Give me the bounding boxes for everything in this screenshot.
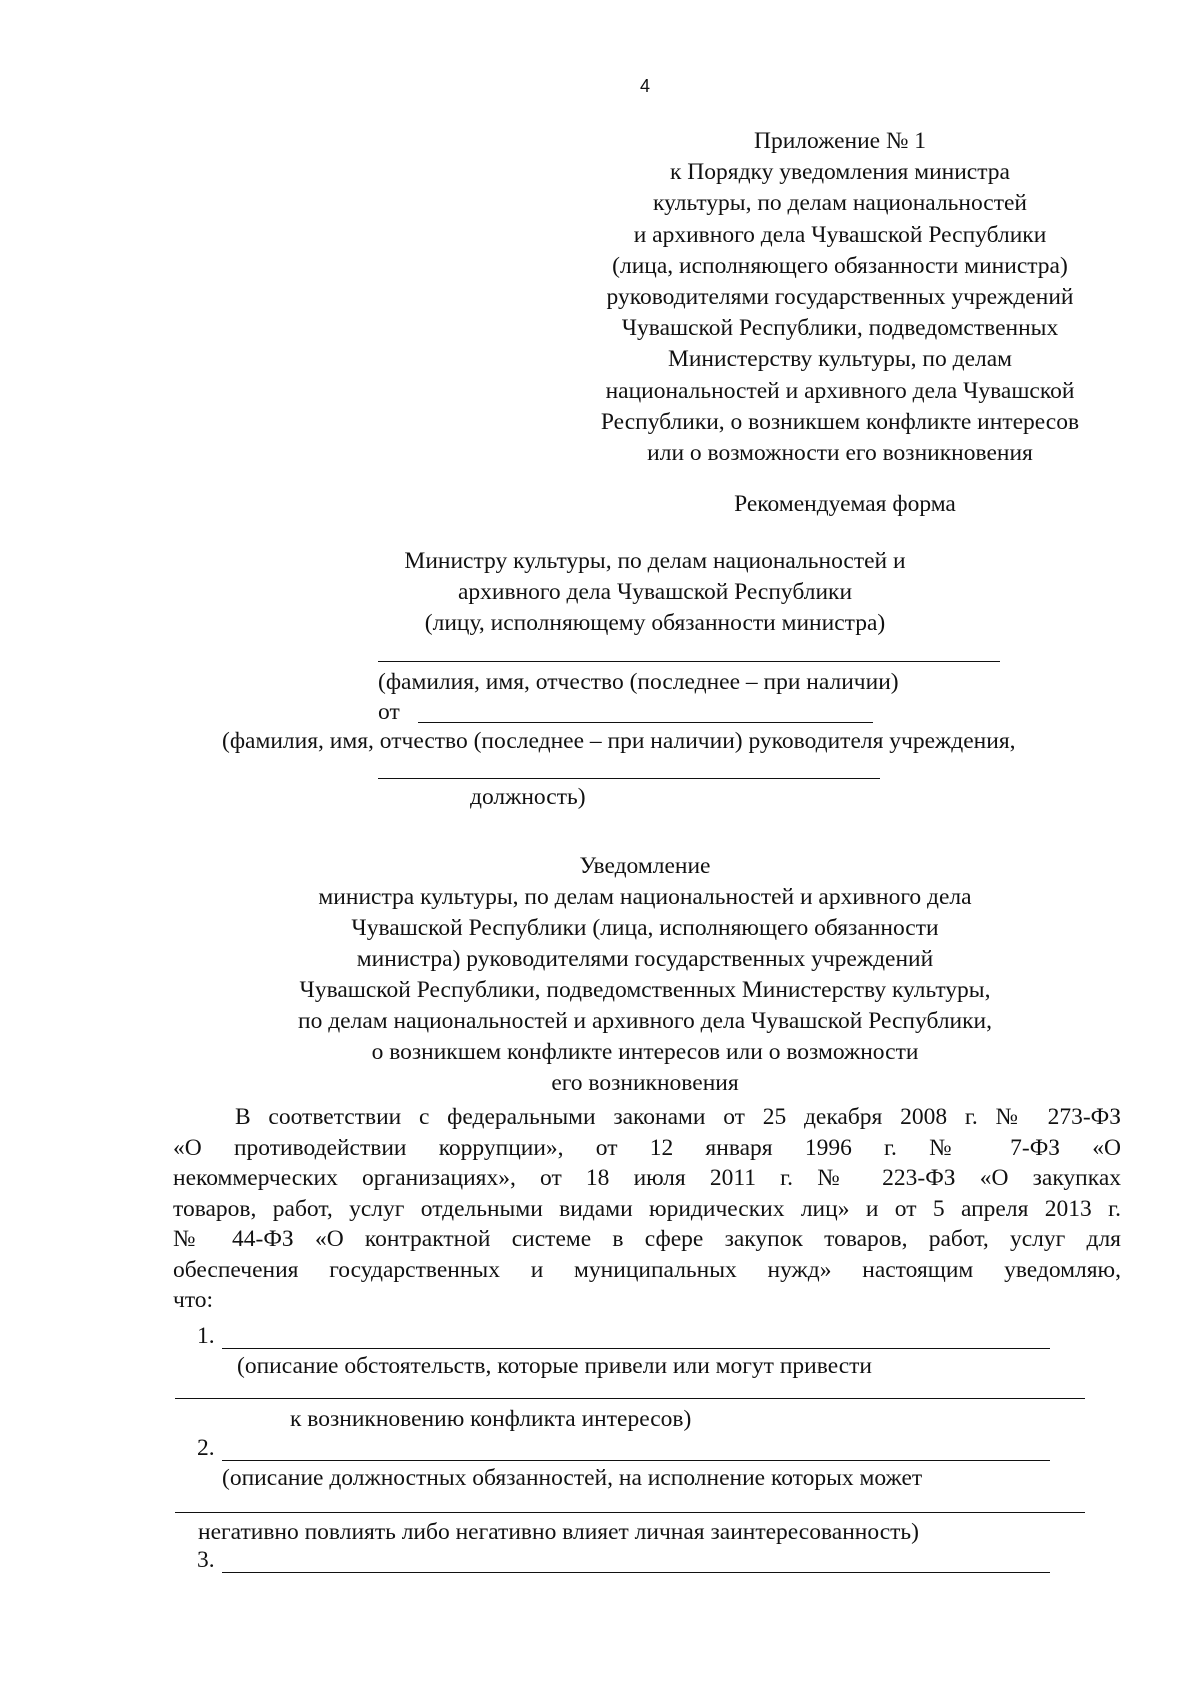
title-line: Чувашской Республики (лица, исполняющего обязанности: [351, 915, 939, 941]
body-line: В соответствии с федеральными законами от 25 декабря 2008 г. № 273-ФЗ: [235, 1104, 1121, 1130]
annex-line: или о возможности его возникновения: [647, 440, 1033, 467]
notification-title: [180, 851, 1110, 1099]
annex-line: Министерству культуры, по делам: [667, 346, 1013, 373]
body-paragraph: [173, 1102, 1121, 1316]
addressee-name-caption: (фамилия, имя, отчество (последнее – при наличии): [378, 669, 899, 695]
item-1-field[interactable]: [222, 1348, 1050, 1349]
sender-name-field[interactable]: [418, 722, 873, 723]
item-number: 1.: [197, 1323, 215, 1349]
sender-position-field[interactable]: [378, 778, 880, 779]
body-line: № 44-ФЗ «О контрактной системе в сфере закупок товаров, работ, услуг для: [173, 1226, 1121, 1252]
annex-line: Приложение № 1: [753, 128, 927, 154]
annex-line: руководителями государственных учреждений: [606, 284, 1074, 311]
title-line: Уведомление: [579, 853, 711, 879]
annex-header: [560, 126, 1120, 469]
annex-line: национальностей и архивного дела Чувашской: [605, 377, 1075, 404]
title-line: министра культуры, по делам национальностей и архивного дела: [318, 884, 972, 910]
sender-caption: (фамилия, имя, отчество (последнее – при наличии) руководителя учреждения,: [222, 728, 1016, 754]
addressee-line: архивного дела Чувашской Республики: [457, 579, 853, 605]
item-1-caption-2: к возникновению конфликта интересов): [290, 1406, 692, 1432]
recommended-form-label: Рекомендуемая форма: [734, 491, 956, 517]
addressee-line: Министру культуры, по делам национальностей и: [404, 548, 906, 574]
from-label: от: [378, 699, 400, 725]
item-1-field-line-2[interactable]: [175, 1398, 1085, 1399]
title-line: по делам национальностей и архивного дела Чувашской Республики,: [298, 1008, 992, 1034]
body-line: некоммерческих организациях», от 18 июля 2011 г. № 223-ФЗ «О закупках: [173, 1165, 1121, 1191]
item-1-caption-1: (описание обстоятельств, которые привели или могут привести: [237, 1353, 872, 1379]
title-line: Чувашской Республики, подведомственных Министерству культуры,: [299, 977, 991, 1003]
item-number: 2.: [197, 1435, 215, 1461]
addressee-block: [300, 546, 1010, 639]
item-3-field[interactable]: [222, 1572, 1050, 1573]
item-2-caption-2: негативно повлиять либо негативно влияет личная заинтересованность): [198, 1519, 919, 1545]
annex-line: к Порядку уведомления министра: [670, 159, 1010, 186]
item-2-caption-1: (описание должностных обязанностей, на исполнение которых может: [222, 1465, 923, 1491]
annex-line: (лица, исполняющего обязанности министра): [612, 252, 1068, 279]
body-line: товаров, работ, услуг отдельными видами юридических лиц» и от 5 апреля 2013 г.: [173, 1195, 1121, 1222]
annex-line: и архивного дела Чувашской Республики: [633, 221, 1047, 248]
annex-line: Республики, о возникшем конфликте интересов: [600, 408, 1080, 435]
item-2-field-line-2[interactable]: [175, 1512, 1085, 1513]
body-line: обеспечения государственных и муниципальных нужд» настоящим уведомляю,: [173, 1256, 1121, 1283]
addressee-line: (лицу, исполняющему обязанности министра): [424, 610, 886, 636]
page-number: 4: [639, 76, 650, 96]
title-line: его возникновения: [551, 1070, 739, 1096]
annex-line: Чувашской Республики, подведомственных: [621, 315, 1059, 342]
title-line: министра) руководителями государственных учреждений: [356, 946, 934, 972]
annex-line: культуры, по делам национальностей: [652, 190, 1028, 217]
addressee-name-field[interactable]: [378, 661, 1000, 662]
position-caption: должность): [470, 784, 586, 810]
body-line: «О противодействии коррупции», от 12 января 1996 г. № 7-ФЗ «О: [173, 1134, 1121, 1161]
item-2-field[interactable]: [222, 1460, 1050, 1461]
item-number: 3.: [197, 1547, 215, 1573]
body-line: что:: [173, 1287, 214, 1313]
title-line: о возникшем конфликте интересов или о возможности: [371, 1039, 919, 1065]
